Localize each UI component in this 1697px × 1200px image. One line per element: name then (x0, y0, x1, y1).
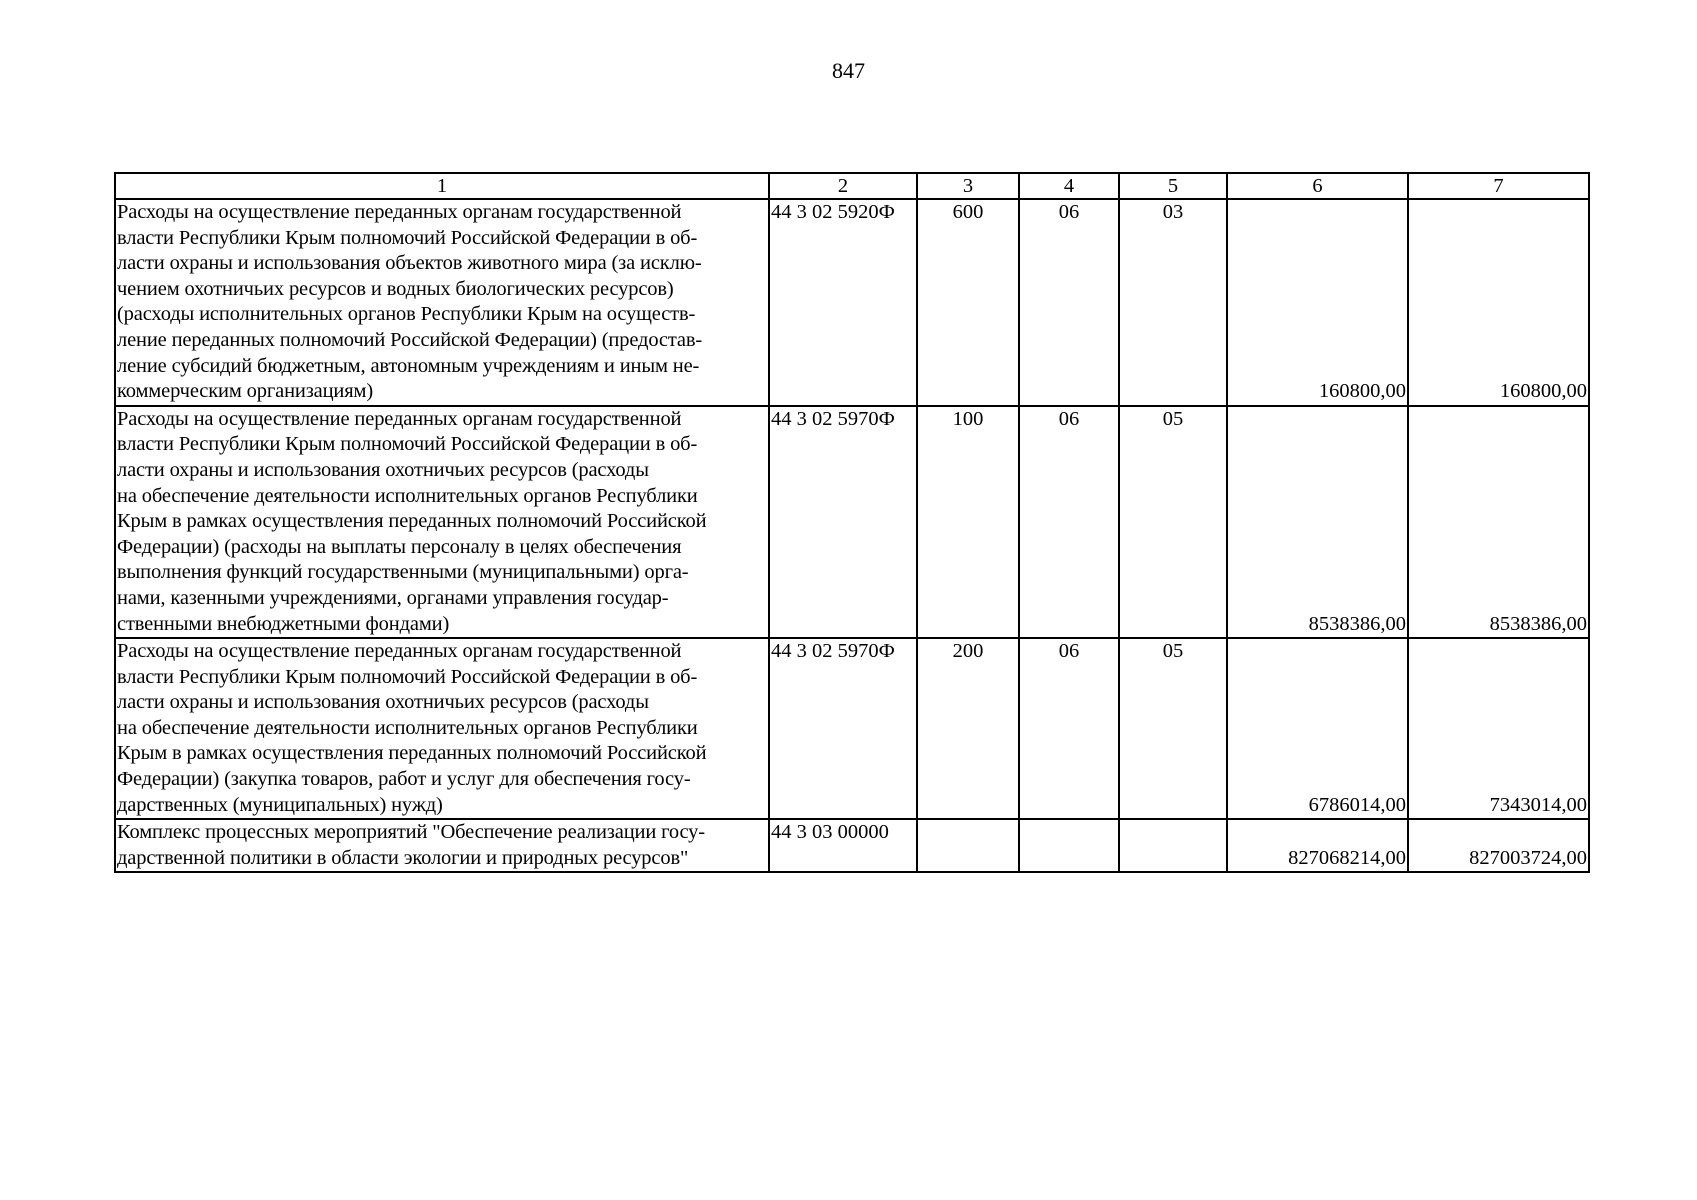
row-col3: 200 (917, 638, 1019, 819)
row-col4 (1019, 819, 1119, 872)
table-row (115, 819, 1589, 872)
row-col7: 160800,00 (1408, 199, 1589, 406)
row-col6: 6786014,00 (1227, 638, 1408, 819)
row-code: 44 3 02 5920Ф (769, 199, 917, 406)
row-code: 44 3 02 5970Ф (769, 638, 917, 819)
table-row (115, 406, 1589, 638)
row-col5 (1119, 819, 1227, 872)
table-row (115, 638, 1589, 819)
row-col3 (917, 819, 1019, 872)
row-col7: 8538386,00 (1408, 406, 1589, 638)
row-col7: 827003724,00 (1408, 819, 1589, 872)
header-col-6: 6 (1227, 173, 1408, 199)
table-row (115, 199, 1589, 406)
header-col-1: 1 (115, 173, 769, 199)
header-col-3: 3 (917, 173, 1019, 199)
row-col6: 827068214,00 (1227, 819, 1408, 872)
row-col3: 600 (917, 199, 1019, 406)
row-col6: 160800,00 (1227, 199, 1408, 406)
header-col-4: 4 (1019, 173, 1119, 199)
row-description: Комплекс процессных мероприятий "Обеспечение реализации госу- дарственной политики в области экологии и природных ресурсов" (115, 819, 769, 872)
row-col4: 06 (1019, 638, 1119, 819)
row-col7: 7343014,00 (1408, 638, 1589, 819)
row-code: 44 3 02 5970Ф (769, 406, 917, 638)
row-description: Расходы на осуществление переданных органам государственной власти Республики Крым полномочий Российской Федерации в об- ласти охраны и использования охотничьих ресурсов (расходы на обеспечение деятельности исполнительных органов Республики Крым в рамках осуществления переданных полномочий Российской Федерации) (расходы на выплаты персоналу в целях обеспечения выполнения функций государственными (муниципальными) орга- нами, казенными учреждениями, органами управления государ- ственными внебюджетными фондами) (115, 406, 769, 638)
row-col4: 06 (1019, 199, 1119, 406)
page-number: 847 (832, 58, 865, 83)
row-code: 44 3 03 00000 (769, 819, 917, 872)
budget-table (114, 172, 1590, 873)
header-col-2: 2 (769, 173, 917, 199)
row-col6: 8538386,00 (1227, 406, 1408, 638)
row-col5: 05 (1119, 638, 1227, 819)
row-description: Расходы на осуществление переданных органам государственной власти Республики Крым полномочий Российской Федерации в об- ласти охраны и использования объектов животного мира (за исклю- чением охотничьих ресурсов и водных биологических ресурсов) (расходы исполнительных органов Республики Крым на осуществ- ление переданных полномочий Российской Федерации) (предостав- ление субсидий бюджетным, автономным учреждениям и иным не- коммерческим организациям) (115, 199, 769, 406)
row-col5: 05 (1119, 406, 1227, 638)
row-col3: 100 (917, 406, 1019, 638)
header-col-7: 7 (1408, 173, 1589, 199)
header-col-5: 5 (1119, 173, 1227, 199)
row-col4: 06 (1019, 406, 1119, 638)
row-description: Расходы на осуществление переданных органам государственной власти Республики Крым полномочий Российской Федерации в об- ласти охраны и использования охотничьих ресурсов (расходы на обеспечение деятельности исполнительных органов Республики Крым в рамках осуществления переданных полномочий Российской Федерации) (закупка товаров, работ и услуг для обеспечения госу- дарственных (муниципальных) нужд) (115, 638, 769, 819)
header-row (115, 173, 1589, 199)
row-col5: 03 (1119, 199, 1227, 406)
